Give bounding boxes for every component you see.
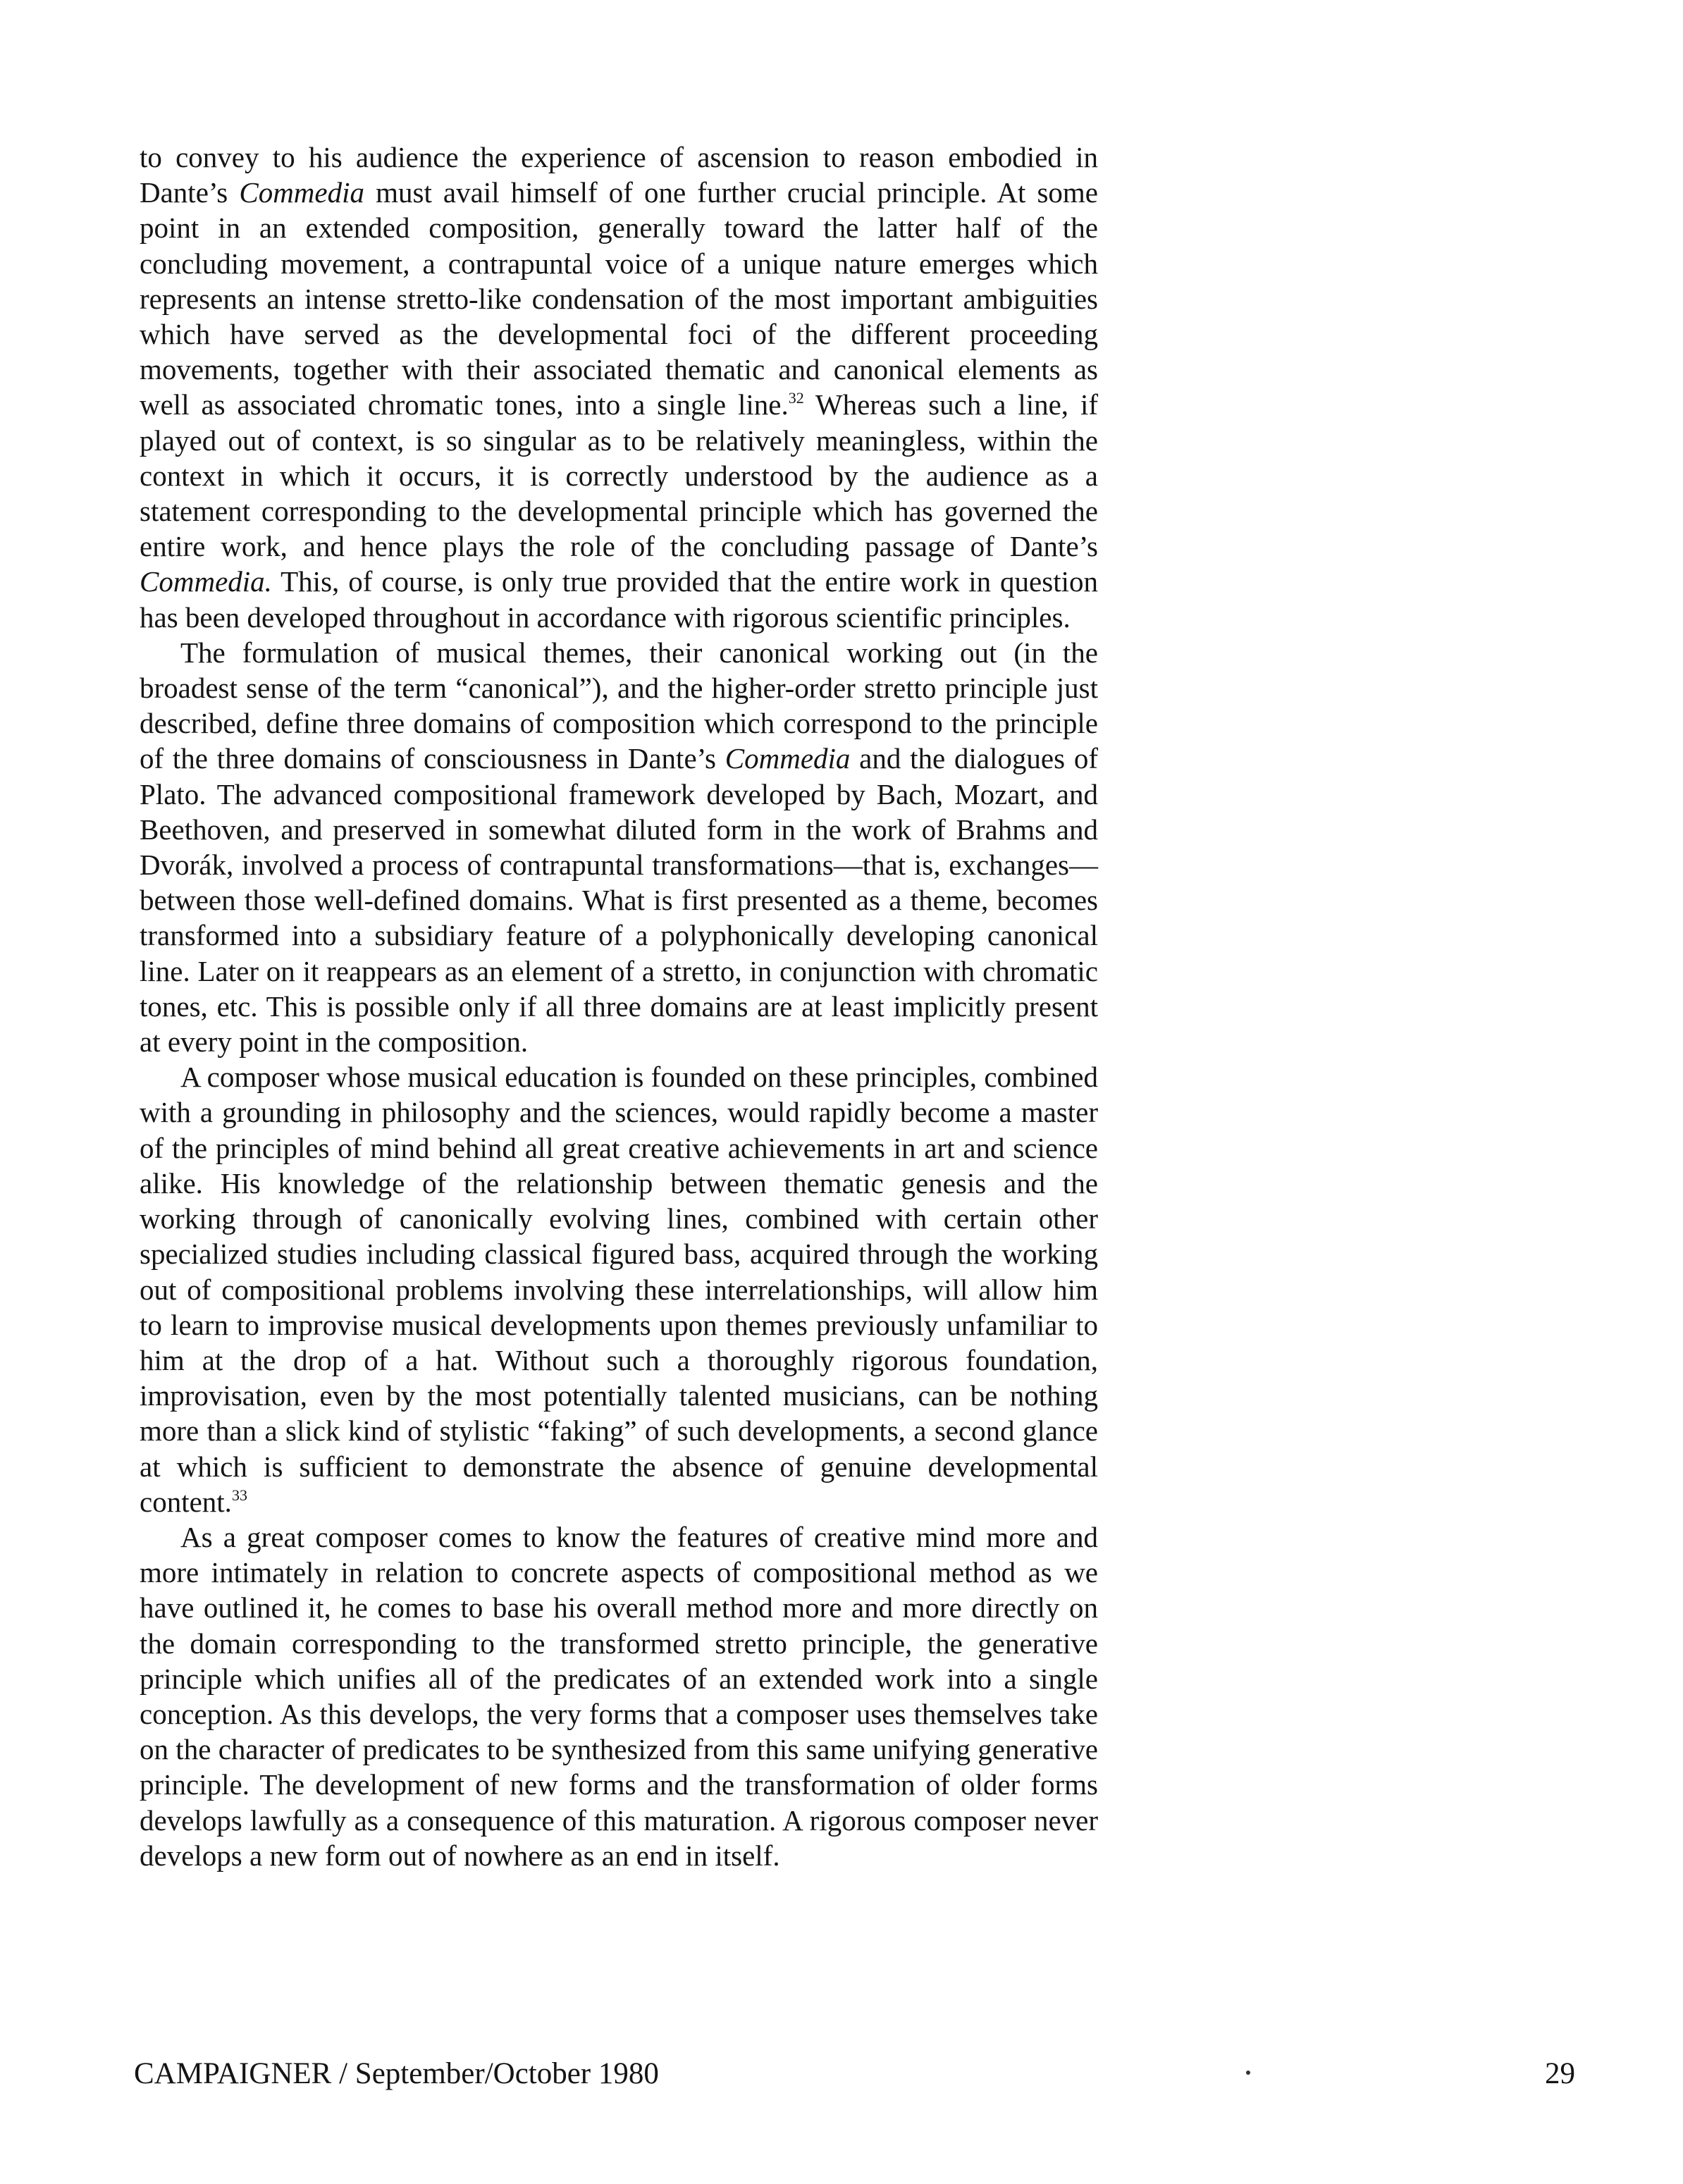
text-run: Whereas such a line, if played out of context, is so singular as to be relatively meaningless, within the context in which it occurs, it is correctly understood by the audience as a statement corresponding to the developmental principle which has governed the entire work, and hence plays the role of the concluding passage of Dante’s: [140, 388, 1098, 563]
italic-title: Commedia.: [140, 565, 272, 598]
paragraph: [140, 1059, 1098, 1519]
text-run: and the dialogues of Plato. The advanced compositional framework developed by Bach, Mozart, and Beethoven, and preserved in somewhat diluted form in the work of Brahms and Dvorák, involved a process of contrapuntal transformations—that is, exchanges—between those well-defined domains. What is first presented as a theme, becomes transformed into a subsidiary feature of a polyphonically developing canonical line. Later on it reappears as an element of a stretto, in conjunction with chromatic tones, etc. This is possible only if all three domains are at least implicitly present at every point in the composition.: [140, 742, 1098, 1059]
text-run: A composer whose musical education is founded on these principles, combined with a grounding in philosophy and the sciences, would rapidly become a master of the principles of mind behind all great creative achievements in art and science alike. His knowledge of the relationship between thematic genesis and the working through of canonically evolving lines, combined with certain other specialized studies including classical figured bass, acquired through the working out of compositional problems involving these interrelationships, will allow him to learn to improvise musical developments upon themes previously unfamiliar to him at the drop of a hat. Without such a thoroughly rigorous foundation, improvisation, even by the most potentially talented musicians, can be nothing more than a slick kind of stylistic “faking” of such developments, a second glance at which is sufficient to demonstrate the absence of genuine developmental content.: [140, 1061, 1098, 1518]
paragraph: [140, 1519, 1098, 1873]
footnote-marker: 32: [788, 389, 804, 407]
italic-title: Commedia: [725, 742, 851, 775]
text-run: The formulation of musical themes, their canonical working out (in the broadest sense of the term “canonical”), and the higher-order stretto principle just described, define three domains of composition which correspond to the principle of the three domains of consciousness in Dante’s: [140, 636, 1098, 775]
page-number: 29: [1545, 2057, 1575, 2090]
text-run: must avail himself of one further crucial principle. At some point in an extended composition, generally toward the latter half of the concluding movement, a contrapuntal voice of a unique nature emerges which represents an intense stretto-like condensation of the most important ambiguities which have served as the developmental foci of the different proceeding movements, together with their associated thematic and canonical elements as well as associated chromatic tones, into a single line.: [140, 176, 1098, 421]
article-body: [140, 140, 1098, 1873]
text-run: This, of course, is only true provided that the entire work in question has been developed throughout in accordance with rigorous scientific principles.: [140, 565, 1098, 634]
footnote-marker: 33: [231, 1486, 247, 1504]
paragraph: [140, 140, 1098, 635]
ink-speck: [1246, 2071, 1250, 2075]
text-run: As a great composer comes to know the features of creative mind more and more intimately in relation to concrete aspects of compositional method as we have outlined it, he comes to base his overall method more and more directly on the domain corresponding to the transformed stretto principle, the generative principle which unifies all of the predicates of an extended work into a single conception. As this develops, the very forms that a composer uses themselves take on the character of predicates to be synthesized from this same unifying generative principle. The development of new forms and the transformation of older forms develops lawfully as a consequence of this maturation. A rigorous composer never develops a new form out of nowhere as an end in itself.: [140, 1520, 1098, 1872]
paragraph: [140, 635, 1098, 1059]
footer-publication: CAMPAIGNER / September/October 1980: [134, 2057, 659, 2090]
italic-title: Commedia: [239, 176, 364, 209]
text-run: to convey to his audience the experience of ascension to reason embodied in Dante’s: [140, 141, 1098, 209]
